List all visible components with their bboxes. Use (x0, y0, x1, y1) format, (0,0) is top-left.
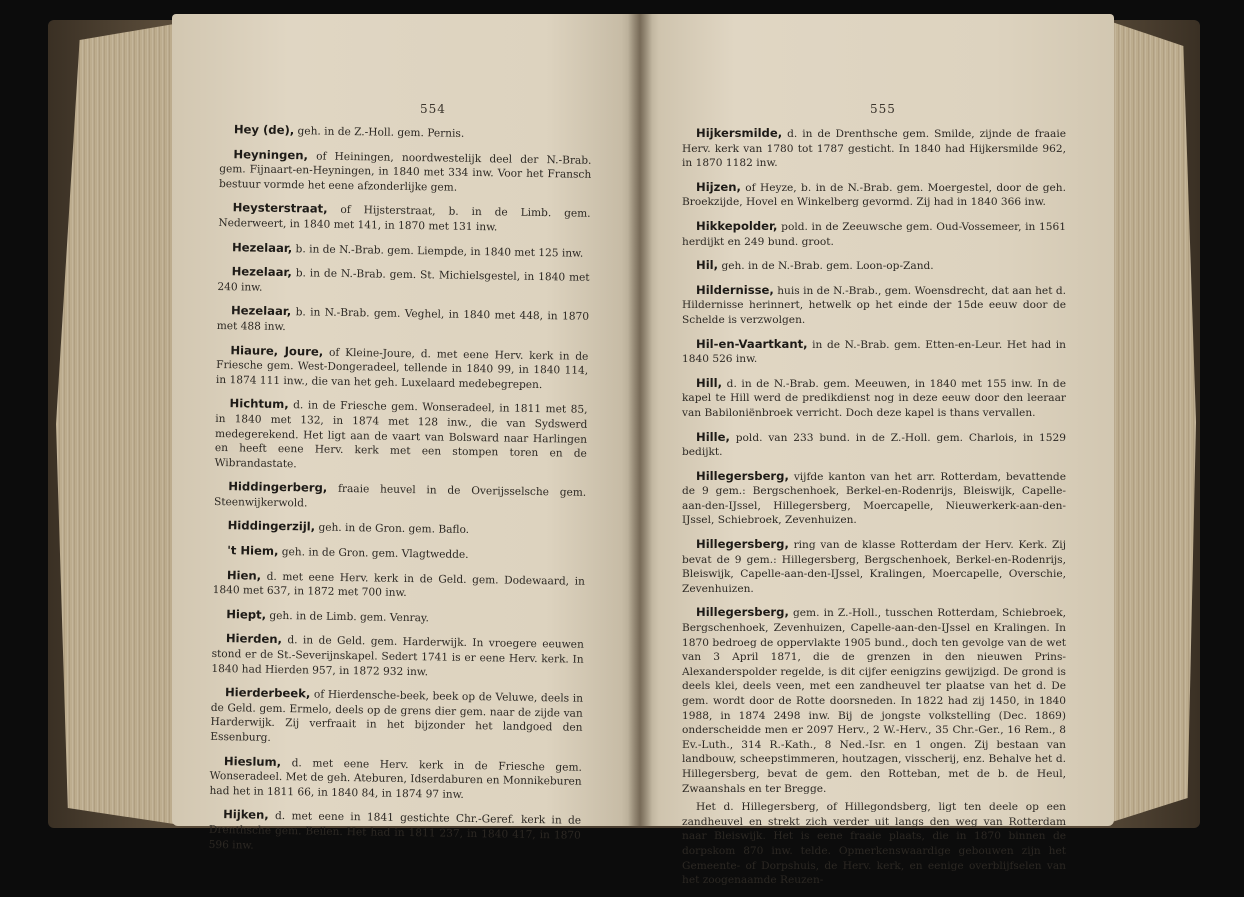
dictionary-entry (682, 469, 1066, 528)
entry-text: geh. in de Limb. gem. Venray. (269, 609, 430, 625)
entry-headword: Hille, (696, 429, 730, 444)
entry-text: d. met eene Herv. kerk in de Friesche gem. Wonseradeel. Met de geh. Ateburen, Idserdaburen en Monnikeburen had het in 1811 66, in 1840 84, in 1874 97 inw. (209, 756, 583, 801)
entry-headword: Hierden, (225, 631, 283, 647)
dictionary-entry (682, 180, 1066, 210)
entry-headword: Heysterstraat, (232, 200, 328, 217)
entry-headword: Hiept, (226, 607, 267, 622)
entry-headword: Hien, (226, 567, 262, 583)
dictionary-entry (210, 685, 583, 750)
entry-headword: Hieslum, (223, 753, 282, 769)
entry-headword: Hikkepolder, (696, 218, 778, 233)
dictionary-entry (219, 147, 592, 198)
dictionary-entry (682, 800, 1066, 888)
book-gutter (628, 14, 652, 826)
entry-text: of Kleine-Joure, d. met eene Herv. kerk in de Friesche gem. West-Dongeradeel, tellende in 1840 99, in 1840 114, in 1874 111 inw., die van het geh. Luxelaard medebegrepen. (215, 346, 589, 391)
right-page-number: 555 (870, 102, 896, 116)
entry-headword: 't Hiem, (227, 543, 279, 559)
entry-headword: Hil, (696, 258, 719, 273)
entry-headword: Hezelaar, (231, 239, 293, 255)
entry-headword: Hillegersberg, (696, 468, 789, 483)
entry-headword: Hierderbeek, (224, 685, 311, 701)
right-page (640, 14, 1114, 887)
entry-text: fraaie heuvel in de Overijsselsche gem. Steenwijkerwold. (213, 483, 587, 510)
dictionary-entry (212, 607, 584, 628)
entry-headword: Hijzen, (696, 179, 741, 194)
dictionary-entry (217, 303, 589, 339)
entry-text: d. met eene Herv. kerk in de Geld. gem. Dodewaard, in 1840 met 637, in 1872 met 700 inw. (212, 570, 585, 600)
entry-text: d. in de Geld. gem. Harderwijk. In vroegere eeuwen stond er de St.-Severijnskapel. Sedert 1741 is er eene Herv. kerk. In 1840 had Hierden 957, in 1872 932 inw. (211, 634, 584, 678)
left-page-stack (56, 24, 174, 824)
entry-text: ring van de klasse Rotterdam der Herv. Kerk. Zij bevat de 9 gem.: Hillegersberg, Bergschenhoek, Berkel-en-Rodenrijs, Bleiswijk, Capelle-aan-den-IJssel, Kralingen, Moercapelle, Overschie, Zevenhuizen. (682, 539, 1066, 595)
dictionary-entry (215, 396, 588, 476)
entry-headword: Hichtum, (229, 396, 289, 412)
dictionary-entry (211, 631, 584, 682)
dictionary-entry (682, 537, 1066, 596)
dictionary-entry (682, 376, 1066, 421)
entry-text: in de N.-Brab. gem. Etten-en-Leur. Het had in 1840 526 inw. (682, 338, 1067, 366)
entry-text: Het d. Hillegersberg, of Hillegondsberg, ligt ten deele op een zandheuvel en strekt zich verder uit langs den weg van Rotterdam naar Bleiswijk. Het is eene fraaie plaats, die in 1870 binnen de dorpskom 870 inw. telde. Opmerkenswaardige gebouwen zijn het Gemeente- of Dorpshuis, de Herv. kerk, en eenige overblijfselen van het zoogenaamde Reuzen- (682, 801, 1066, 887)
entry-text: d. met eene in 1841 gestichte Chr.-Geref. kerk in de Drenthsche gem. Beilen. Het had in 1811 237, in 1840 417, in 1870 596 inw. (208, 810, 582, 852)
entry-text: geh. in de Gron. gem. Baflo. (318, 522, 470, 537)
entry-headword: Hezelaar, (231, 264, 292, 280)
entry-text: b. in de N.-Brab. gem. St. Michielsgestel, in 1840 met 240 inw. (217, 267, 590, 294)
dictionary-entry (214, 518, 586, 539)
entry-text: of Hijsterstraat, b. in de Limb. gem. Nederweert, in 1840 met 141, in 1870 met 131 inw. (218, 204, 591, 234)
dictionary-entry (217, 264, 589, 300)
entry-text: of Heyze, b. in de N.-Brab. gem. Moergestel, door de geh. Broekzijde, Hovel en Winkelberg gevormd. Zij had in 1840 366 inw. (682, 181, 1066, 209)
dictionary-entry (682, 430, 1066, 460)
dictionary-entry (213, 568, 585, 604)
right-page-stack (1112, 22, 1196, 822)
entry-text: d. in de N.-Brab. gem. Meeuwen, in 1840 met 155 inw. In de kapel te Hill werd de predikdienst nog in deze eeuw door den leeraar van Babiloniënbroek verricht. Doch deze kapel is thans vervallen. (682, 377, 1066, 419)
entry-text: pold. van 233 bund. in de Z.-Holl. gem. Charlois, in 1529 bedijkt. (682, 431, 1066, 459)
entry-headword: Hijken, (223, 807, 269, 823)
entry-headword: Hezelaar, (230, 303, 292, 319)
entry-text: d. in de Drenthsche gem. Smilde, zijnde de fraaie Herv. kerk van 1780 tot 1787 gesticht. In 1840 had Hijkersmilde 962, in 1870 1182 inw. (682, 128, 1066, 170)
entry-headword: Hiaure, Joure, (230, 342, 324, 359)
dictionary-entry (209, 807, 582, 858)
entry-headword: Hildernisse, (696, 282, 774, 297)
entry-headword: Hil-en-Vaartkant, (696, 336, 808, 351)
entry-headword: Hey (de), (233, 122, 295, 138)
dictionary-entry (682, 337, 1066, 367)
entry-text: pold. in de Zeeuwsche gem. Oud-Vossemeer, in 1561 herdijkt en 249 bund. groot. (682, 220, 1066, 248)
entry-headword: Hiddingerberg, (228, 479, 328, 496)
dictionary-entry (209, 754, 582, 805)
entry-text: gem. in Z.-Holl., tusschen Rotterdam, Schiebroek, Bergschenhoek, Zevenhuizen, Capelle-aan-den-IJssel en Kralingen. In 1870 bedroeg de oppervlakte 1905 bund., doch ten gevolge van de wet van 3 April 1871, die de grenzen in den nieuwen Prins-Alexanderspolder regelde, is dit cijfer eenigzins gewijzigd. De grond is deels klei, deels veen, met een zandheuvel ter plaatse van het d. De gem. wordt door de Rotte doorsneden. In 1822 had zij 1450, in 1840 1988, in 1874 2498 inw. Bij de jongste volkstelling (Dec. 1869) onderscheidde men er 2097 Herv., 2 W.-Herv., 35 Chr.-Ger., 16 Rem., 8 Ev.-Luth., 314 R.-Kath., 8 Ned.-Isr. en 1 ongen. Zij bestaan van landbouw, scheepstimmeren, houtzagen, visscherij, enz. Behalve het d. Hillegersberg, bevat de gem. den Rotteban, met de b. de Heul, Zwaanshals en ter Bregge. (682, 607, 1066, 795)
entry-text: of Heiningen, noordwestelijk deel der N.-Brab. gem. Fijnaart-en-Heyningen, in 1840 met 334 inw. Voor het Fransch bestuur vormde het eene afzonderlijke gem. (218, 150, 592, 194)
dictionary-entry (682, 258, 1066, 274)
entry-text: geh. in de Z.-Holl. gem. Pernis. (297, 125, 465, 140)
entry-headword: Hillegersberg, (696, 537, 789, 552)
entry-text: b. in N.-Brab. gem. Veghel, in 1840 met 448, in 1870 met 488 inw. (216, 306, 590, 333)
entry-text: b. in de N.-Brab. gem. Liempde, in 1840 met 125 inw. (295, 242, 584, 260)
dictionary-entry (214, 479, 586, 515)
left-page-entries (208, 122, 592, 867)
entry-headword: Hiddingerzijl, (227, 518, 316, 535)
dictionary-entry (682, 219, 1066, 249)
dictionary-entry (218, 200, 590, 236)
dictionary-entry (682, 283, 1066, 328)
entry-headword: Heyningen, (233, 146, 309, 162)
dictionary-entry (213, 543, 585, 564)
entry-text: geh. in de Gron. gem. Vlagtwedde. (281, 546, 469, 562)
right-page-entries (682, 126, 1066, 897)
entry-text: geh. in de N.-Brab. gem. Loon-op-Zand. (721, 260, 934, 273)
entry-text: of Hierdensche-beek, beek op de Veluwe, deels in de Geld. gem. Ermelo, deels op de grens dier gem. naar de zijde van Harderwijk. Zij verfraait in het bijzonder het landgoed den Essenburg. (210, 688, 584, 744)
entry-text: d. in de Friesche gem. Wonseradeel, in 1811 met 85, in 1840 met 132, in 1874 met 128 inw., die van Sydswerd medegerekend. Het ligt aan de vaart van Bolsward naar Harlingen en heeft eene Herv. kerk met een stompen toren en de Wibrandastate. (214, 399, 588, 470)
dictionary-entry (682, 126, 1066, 171)
dictionary-entry (218, 240, 590, 261)
dictionary-entry (682, 605, 1066, 796)
left-page-number: 554 (420, 102, 446, 116)
entry-headword: Hillegersberg, (696, 605, 789, 620)
left-page (172, 14, 640, 852)
dictionary-entry (220, 122, 592, 143)
entry-text: vijfde kanton van het arr. Rotterdam, bevattende de 9 gem.: Bergschenhoek, Berkel-en-Rodenrijs, Bleiswijk, Capelle-aan-den-IJssel, Hillegersberg, Moercapelle, Nieuwerkerk-aan-den-IJssel, Schiebroek, Zevenhuizen. (682, 470, 1066, 527)
entry-headword: Hill, (696, 375, 723, 390)
entry-headword: Hijkersmilde, (696, 126, 783, 140)
entry-text: huis in de N.-Brab., gem. Woensdrecht, dat aan het d. Hildernisse herinnert, hetwelk op het einde der 15de eeuw door de Schelde is verzwolgen. (682, 284, 1066, 326)
dictionary-entry (216, 343, 589, 394)
